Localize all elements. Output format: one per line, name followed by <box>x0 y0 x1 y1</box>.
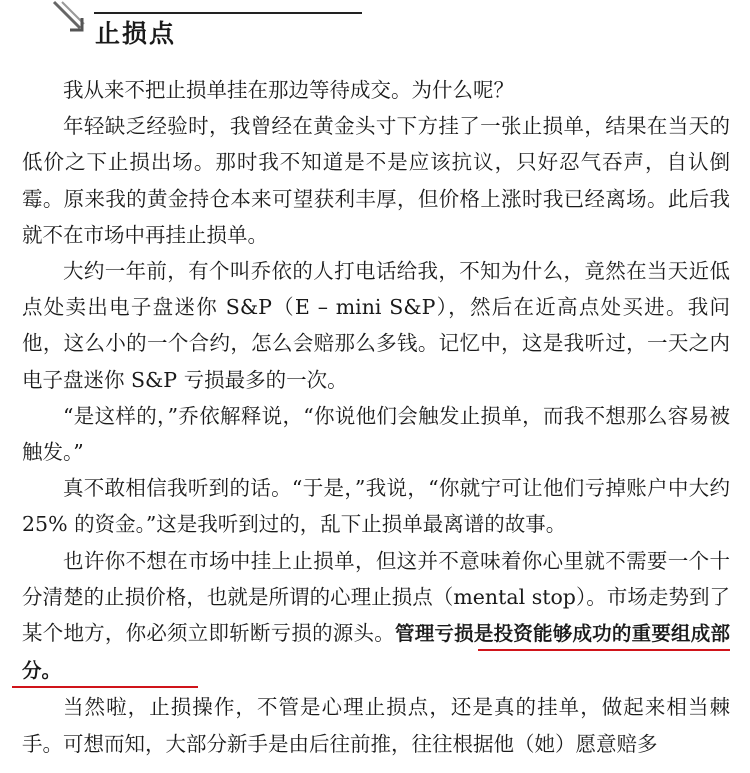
top-rule <box>94 12 362 14</box>
highlighted-sentence: 管理亏损是投资能够成功的重要组成部分。 <box>22 622 730 683</box>
section-heading: 止损点 <box>95 19 177 48</box>
highlight-underline <box>12 686 198 688</box>
paragraph-2: 年轻缺乏经验时，我曾经在黄金头寸下方挂了一张止损单，结果在当天的低价之下止损出场。那时我不知道是不是应该抗议，只好忍气吞声，自认倒霉。原来我的黄金持仓本来可望获利丰厚，但价格上涨时我已经离场。此后我就不在市场中再挂止损单。 <box>22 114 730 247</box>
paragraph-6-text: 也许你不想在市场中挂上止损单，但这并不意味着你心里就不需要一个十分清楚的止损价格，也就是所谓的心理止损点（mental stop）。市场走势到了某个地方，你必须立即斩断亏损的源头。 <box>22 548 730 646</box>
paragraph-7: 当然啦，止损操作，不管是心理止损点，还是真的挂单，做起来相当棘手。可想而知，大部分新手是由后往前推，往往根据他（她）愿意赔多 <box>22 695 730 756</box>
highlight-underline <box>478 649 730 651</box>
body-text <box>22 72 730 762</box>
paragraph-5: 真不敢相信我听到的话。“于是，”我说，“你就宁可让他们亏掉账户中大约 25% 的资金。”这是我听到过的，乱下止损单最离谱的故事。 <box>22 476 730 537</box>
paragraph-4: “是这样的，”乔依解释说，“你说他们会触发止损单，而我不想那么容易被触发。” <box>22 403 730 465</box>
corner-arrow-icon <box>50 0 90 40</box>
paragraph-3: 大约一年前，有个叫乔依的人打电话给我，不知为什么，竟然在当天近低点处卖出电子盘迷你 S&P（E – mini S&P），然后在近高点处买进。我问他，这么小的一个合约，怎么会赔那么多钱。记忆中，这是我听过，一天之内电子盘迷你 S&P 亏损最多的一次。 <box>22 259 730 392</box>
paragraph-6 <box>22 543 730 690</box>
paragraph-1: 我从来不把止损单挂在那边等待成交。为什么呢？ <box>63 78 514 102</box>
